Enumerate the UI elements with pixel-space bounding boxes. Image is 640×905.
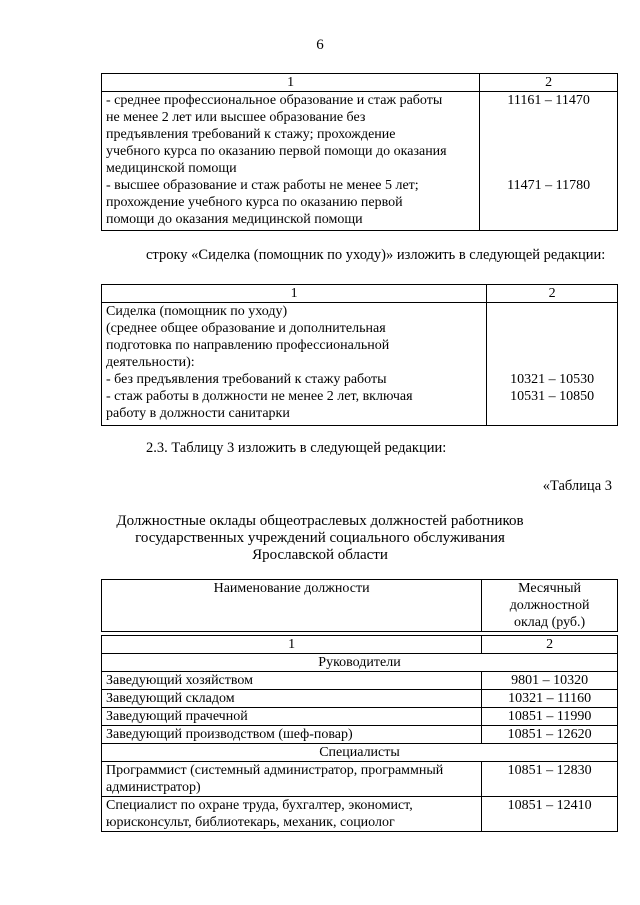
row-text-line: (среднее общее образование и дополнительная — [106, 321, 386, 336]
table-title — [0, 513, 640, 564]
row-text-line: подготовка по направлению профессиональной — [106, 338, 390, 353]
salary-range: 9801 – 10320 — [482, 672, 618, 690]
row-text-line: - стаж работы в должности не менее 2 лет, включая — [106, 389, 413, 404]
position-name: Заведующий прачечной — [102, 708, 482, 726]
row-text-line: помощи до оказания медицинской помощи — [106, 212, 363, 227]
table-label: «Таблица 3 — [542, 478, 612, 494]
section-row — [102, 654, 618, 672]
title-line: Должностные оклады общеотраслевых должностей работников — [116, 513, 524, 529]
col-1-header: 1 — [102, 74, 480, 92]
row-text-line: Сиделка (помощник по уходу) — [106, 304, 288, 319]
title-line: государственных учреждений социального обслуживания — [135, 530, 505, 546]
position-name: Заведующий складом — [102, 690, 482, 708]
page-number: 6 — [316, 37, 324, 53]
col-2-header: 2 — [480, 74, 618, 92]
position-name: Заведующий хозяйством — [102, 672, 482, 690]
position-name-header: Наименование должности — [102, 580, 482, 632]
salary-range: 11471 – 11780 — [507, 178, 591, 193]
salary-range: 10851 – 12620 — [482, 726, 618, 744]
table-c-header — [101, 579, 618, 632]
table-b-header-row — [102, 285, 618, 303]
col-1-header: 1 — [102, 636, 482, 654]
table-row — [102, 708, 618, 726]
table-row — [102, 92, 618, 231]
title-line: Ярославской области — [252, 547, 388, 563]
salary-range: 10851 – 11990 — [482, 708, 618, 726]
table-row — [102, 303, 618, 426]
paragraph-sidelka: строку «Сиделка (помощник по уходу)» изложить в следующей редакции: — [146, 247, 606, 263]
salary-range: 10851 – 12410 — [482, 797, 618, 832]
section-heading: Специалисты — [102, 744, 618, 762]
col-1-header: 1 — [102, 285, 487, 303]
table-row — [102, 726, 618, 744]
salary-range: 10531 – 10850 — [510, 389, 595, 404]
table-c — [101, 635, 618, 832]
table-row — [102, 690, 618, 708]
paragraph-table-3: 2.3. Таблицу 3 изложить в следующей редакции: — [146, 440, 447, 456]
table-a — [101, 73, 618, 231]
col-2-header: 2 — [487, 285, 618, 303]
table-b — [101, 284, 618, 426]
row-text-line: деятельности): — [106, 355, 195, 370]
row-text-line: - среднее профессиональное образование и стаж работы — [106, 93, 443, 108]
position-name: Программист (системный администратор, программный администратор) — [102, 762, 482, 797]
row-text-line: медицинской помощи — [106, 161, 237, 176]
table-a-header-row — [102, 74, 618, 92]
table-row — [102, 797, 618, 832]
row-text-line: - без предъявления требований к стажу работы — [106, 372, 387, 387]
col-2-header: 2 — [482, 636, 618, 654]
table-c-num-row — [102, 636, 618, 654]
row-text-line: - высшее образование и стаж работы не менее 5 лет; — [106, 178, 419, 193]
monthly-salary-header: Месячный должностной оклад (руб.) — [482, 580, 618, 632]
salary-range: 10321 – 10530 — [510, 372, 595, 387]
salary-range: 11161 – 11470 — [507, 93, 590, 108]
table-row — [102, 672, 618, 690]
row-text-line: предъявления требований к стажу; прохождение — [106, 127, 396, 142]
salary-range: 10321 – 11160 — [482, 690, 618, 708]
row-text-line: работу в должности санитарки — [106, 406, 290, 421]
row-text-line: учебного курса по оказанию первой помощи до оказания — [106, 144, 447, 159]
section-heading: Руководители — [102, 654, 618, 672]
row-text-line: прохождение учебного курса по оказанию первой — [106, 195, 403, 210]
row-text-line: не менее 2 лет или высшее образование без — [106, 110, 366, 125]
position-name: Специалист по охране труда, бухгалтер, экономист, юрисконсульт, библиотекарь, механик, социолог — [102, 797, 482, 832]
position-name: Заведующий производством (шеф-повар) — [102, 726, 482, 744]
table-row — [102, 762, 618, 797]
salary-range: 10851 – 12830 — [482, 762, 618, 797]
section-row — [102, 744, 618, 762]
